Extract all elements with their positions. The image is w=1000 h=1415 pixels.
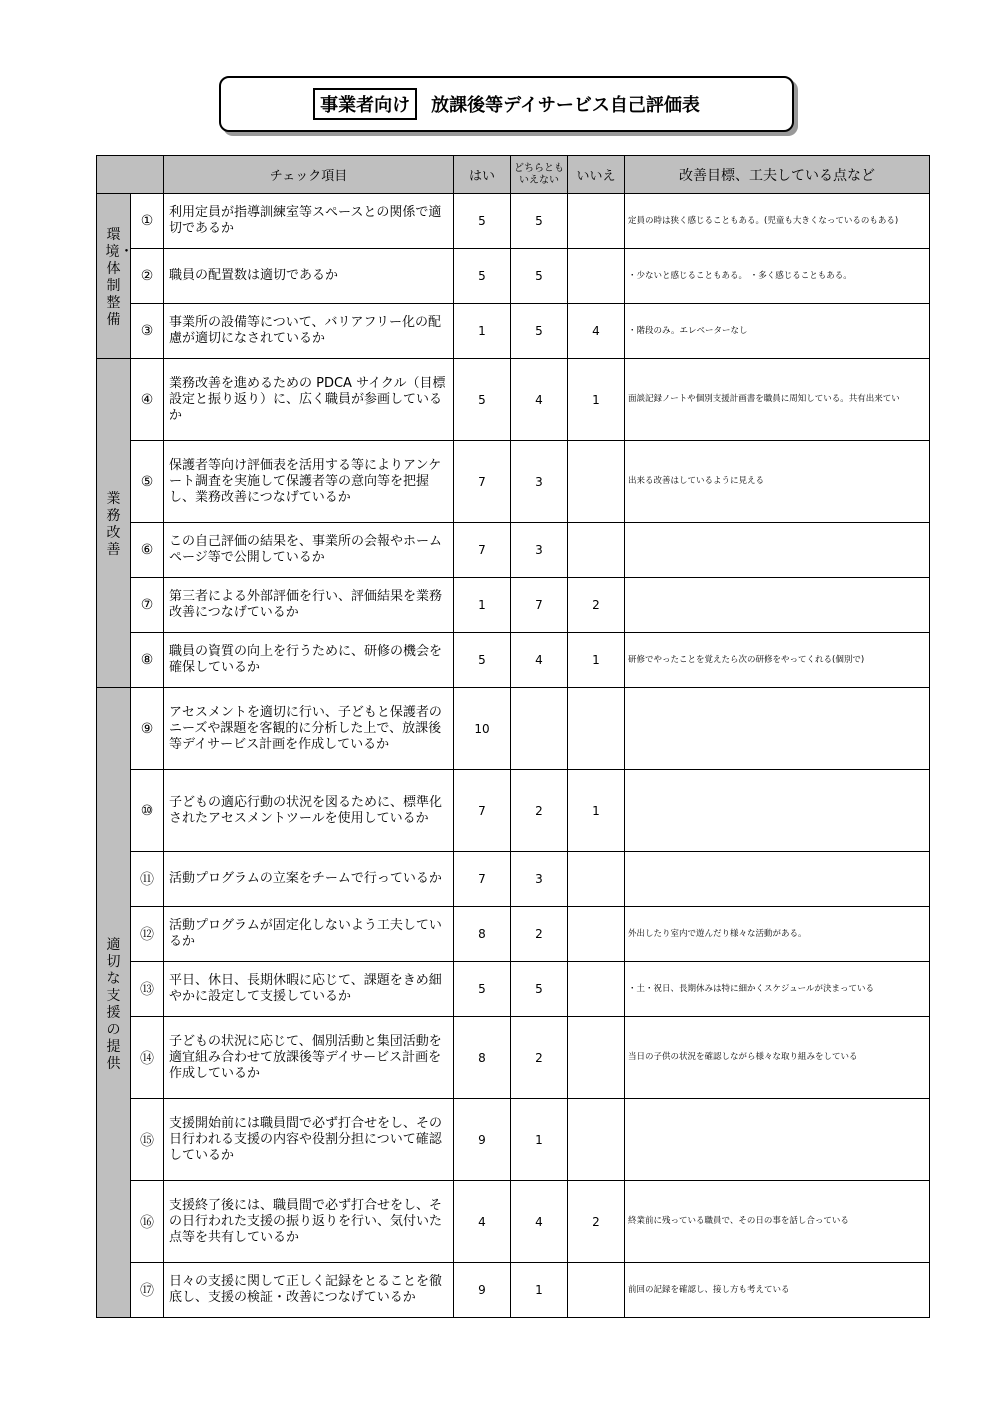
- neither-count: [511, 688, 568, 770]
- no-count: [568, 962, 625, 1017]
- yes-count: 1: [454, 304, 511, 359]
- yes-count: 7: [454, 441, 511, 523]
- table-row: [97, 578, 930, 633]
- row-number: ③: [131, 304, 164, 359]
- table-row: [97, 770, 930, 852]
- comment: 外出したり室内で遊んだり様々な活動がある。: [625, 907, 930, 962]
- yes-count: 5: [454, 194, 511, 249]
- header-yes: はい: [454, 156, 511, 194]
- neither-count: 7: [511, 578, 568, 633]
- neither-count: 4: [511, 359, 568, 441]
- no-count: 2: [568, 578, 625, 633]
- check-item: 日々の支援に関して正しく記録をとることを徹底し、支援の検証・改善につなげているか: [164, 1263, 454, 1318]
- table-row: [97, 633, 930, 688]
- category-cell: [97, 359, 131, 688]
- neither-count: 5: [511, 249, 568, 304]
- comment: 研修でやったことを覚えたら次の研修をやってくれる(個別で): [625, 633, 930, 688]
- row-number: ⑨: [131, 688, 164, 770]
- table-row: [97, 962, 930, 1017]
- no-count: [568, 1017, 625, 1099]
- comment: [625, 578, 930, 633]
- no-count: 1: [568, 359, 625, 441]
- check-item: アセスメントを適切に行い、子どもと保護者のニーズや課題を客観的に分析した上で、放課後等デイサービス計画を作成しているか: [164, 688, 454, 770]
- row-number: ②: [131, 249, 164, 304]
- neither-count: 1: [511, 1263, 568, 1318]
- no-count: [568, 194, 625, 249]
- row-number: ⑩: [131, 770, 164, 852]
- yes-count: 5: [454, 249, 511, 304]
- check-item: 職員の配置数は適切であるか: [164, 249, 454, 304]
- comment: [625, 852, 930, 907]
- header-check-item: チェック項目: [164, 156, 454, 194]
- row-number: ⑧: [131, 633, 164, 688]
- yes-count: 4: [454, 1181, 511, 1263]
- row-number: ⑪: [131, 852, 164, 907]
- no-count: 1: [568, 770, 625, 852]
- no-count: [568, 523, 625, 578]
- comment: ・階段のみ。エレベーターなし: [625, 304, 930, 359]
- page-title: 放課後等デイサービス自己評価表: [431, 95, 700, 116]
- yes-count: 9: [454, 1263, 511, 1318]
- check-item: 事業所の設備等について、バリアフリー化の配慮が適切になされているか: [164, 304, 454, 359]
- no-count: [568, 1099, 625, 1181]
- yes-count: 7: [454, 770, 511, 852]
- category-cell: [97, 688, 131, 1318]
- yes-count: 1: [454, 578, 511, 633]
- header-neither: どちらとも いえない: [511, 156, 568, 194]
- neither-count: 5: [511, 194, 568, 249]
- check-item: 支援終了後には、職員間で必ず打合せをし、その日行われた支援の振り返りを行い、気付いた点等を共有しているか: [164, 1181, 454, 1263]
- check-item: 活動プログラムが固定化しないよう工夫しているか: [164, 907, 454, 962]
- check-item: 活動プログラムの立案をチームで行っているか: [164, 852, 454, 907]
- header-comment: 改善目標、工夫している点など: [625, 156, 930, 194]
- comment: 終業前に残っている職員で、その日の事を話し合っている: [625, 1181, 930, 1263]
- title-tag: 事業者向け: [313, 88, 417, 120]
- check-item: 子どもの状況に応じて、個別活動と集団活動を適宜組み合わせて放課後等デイサービス計画を作成しているか: [164, 1017, 454, 1099]
- no-count: [568, 852, 625, 907]
- check-item: 業務改善を進めるための PDCA サイクル（目標設定と振り返り）に、広く職員が参画しているか: [164, 359, 454, 441]
- comment: 前回の記録を確認し、接し方も考えている: [625, 1263, 930, 1318]
- yes-count: 10: [454, 688, 511, 770]
- no-count: [568, 688, 625, 770]
- row-number: ①: [131, 194, 164, 249]
- neither-count: 5: [511, 962, 568, 1017]
- row-number: ⑭: [131, 1017, 164, 1099]
- row-number: ⑤: [131, 441, 164, 523]
- row-number: ④: [131, 359, 164, 441]
- header-row: [97, 156, 930, 194]
- comment: [625, 523, 930, 578]
- no-count: 2: [568, 1181, 625, 1263]
- check-item: 第三者による外部評価を行い、評価結果を業務改善につなげているか: [164, 578, 454, 633]
- check-item: この自己評価の結果を、事業所の会報やホームページ等で公開しているか: [164, 523, 454, 578]
- table-row: [97, 304, 930, 359]
- no-count: [568, 249, 625, 304]
- table-row: [97, 1181, 930, 1263]
- yes-count: 5: [454, 359, 511, 441]
- neither-count: 4: [511, 1181, 568, 1263]
- check-item: 平日、休日、長期休暇に応じて、課題をきめ細やかに設定して支援しているか: [164, 962, 454, 1017]
- neither-count: 4: [511, 633, 568, 688]
- table-row: [97, 852, 930, 907]
- comment: [625, 688, 930, 770]
- neither-count: 2: [511, 770, 568, 852]
- table-row: [97, 359, 930, 441]
- check-item: 利用定員が指導訓練室等スペースとの関係で適切であるか: [164, 194, 454, 249]
- row-number: ⑥: [131, 523, 164, 578]
- check-item: 保護者等向け評価表を活用する等によりアンケート調査を実施して保護者等の意向等を把握し、業務改善につなげているか: [164, 441, 454, 523]
- comment: [625, 770, 930, 852]
- no-count: [568, 907, 625, 962]
- neither-count: 3: [511, 441, 568, 523]
- table-row: [97, 1017, 930, 1099]
- header-corner: [97, 156, 164, 194]
- neither-count: 5: [511, 304, 568, 359]
- neither-count: 2: [511, 907, 568, 962]
- title-box: [219, 76, 794, 132]
- table-row: [97, 441, 930, 523]
- yes-count: 5: [454, 633, 511, 688]
- check-item: 支援開始前には職員間で必ず打合せをし、その日行われる支援の内容や役割分担について確認しているか: [164, 1099, 454, 1181]
- table-row: [97, 688, 930, 770]
- check-item: 職員の資質の向上を行うために、研修の機会を確保しているか: [164, 633, 454, 688]
- row-number: ⑬: [131, 962, 164, 1017]
- comment: [625, 1099, 930, 1181]
- check-item: 子どもの適応行動の状況を図るために、標準化されたアセスメントツールを使用しているか: [164, 770, 454, 852]
- row-number: ⑮: [131, 1099, 164, 1181]
- comment: 定員の時は狭く感じることもある。(児童も大きくなっているのもある): [625, 194, 930, 249]
- table-row: [97, 249, 930, 304]
- neither-count: 2: [511, 1017, 568, 1099]
- comment: 出来る改善はしているように見える: [625, 441, 930, 523]
- category-label: 業務改善: [106, 491, 121, 558]
- row-number: ⑯: [131, 1181, 164, 1263]
- category-label: 適切な支援の提供: [106, 936, 121, 1072]
- row-number: ⑦: [131, 578, 164, 633]
- table-row: [97, 523, 930, 578]
- yes-count: 9: [454, 1099, 511, 1181]
- yes-count: 5: [454, 962, 511, 1017]
- evaluation-table: [96, 155, 930, 1318]
- category-cell: [97, 194, 134, 359]
- neither-count: 3: [511, 852, 568, 907]
- no-count: 4: [568, 304, 625, 359]
- comment: ・少ないと感じることもある。 ・多く感じることもある。: [625, 249, 930, 304]
- row-number: ⑫: [131, 907, 164, 962]
- comment: ・土・祝日、長期休みは特に細かくスケジュールが決まっている: [625, 962, 930, 1017]
- yes-count: 8: [454, 1017, 511, 1099]
- yes-count: 7: [454, 523, 511, 578]
- yes-count: 7: [454, 852, 511, 907]
- comment: 面談記録ノートや個別支援計画書を職員に周知している。共有出来てい: [625, 359, 930, 441]
- table-row: [97, 1099, 930, 1181]
- no-count: [568, 1263, 625, 1318]
- table-row: [97, 194, 930, 249]
- comment: 当日の子供の状況を確認しながら様々な取り組みをしている: [625, 1017, 930, 1099]
- table-row: [97, 1263, 930, 1318]
- table-row: [97, 907, 930, 962]
- no-count: [568, 441, 625, 523]
- yes-count: 8: [454, 907, 511, 962]
- row-number: ⑰: [131, 1263, 164, 1318]
- neither-count: 1: [511, 1099, 568, 1181]
- neither-count: 3: [511, 523, 568, 578]
- no-count: 1: [568, 633, 625, 688]
- category-label: 環境・体制整備: [105, 227, 134, 328]
- header-no: いいえ: [568, 156, 625, 194]
